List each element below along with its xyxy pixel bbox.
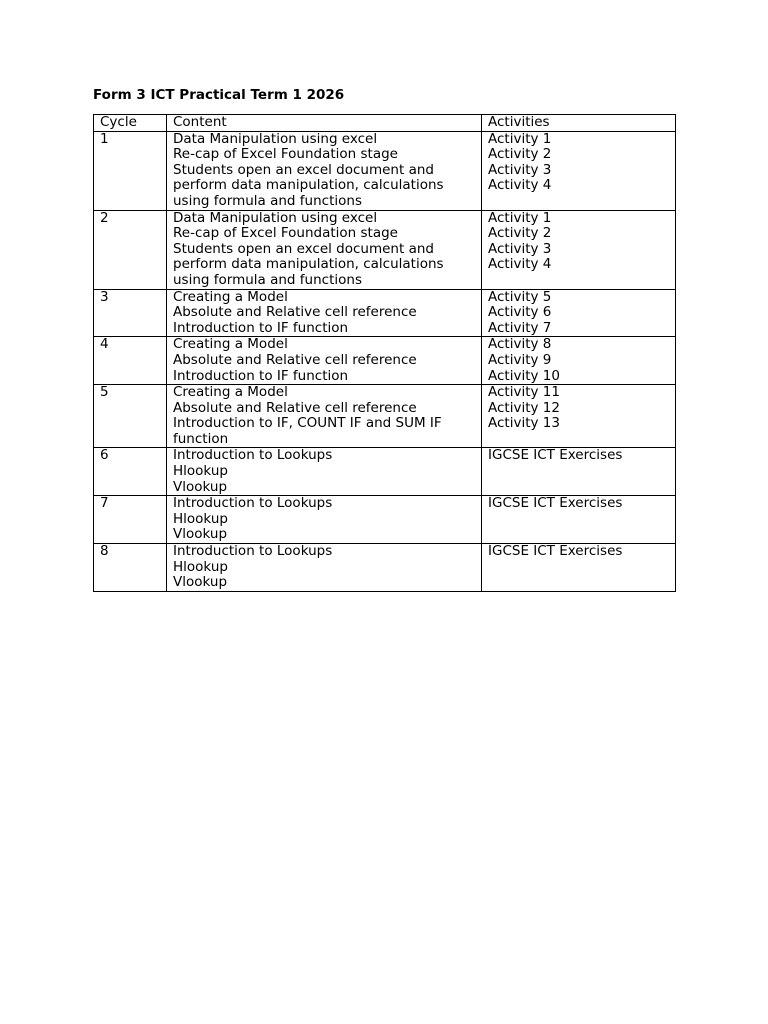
content-line: Introduction to Lookups [173,495,333,512]
content-line: using formula and functions [173,271,362,288]
content-line: perform data manipulation, calculations [173,256,444,273]
content-line: Hlookup [173,510,228,527]
header-activities: Activities [482,115,676,132]
table-row [94,131,676,210]
content-line: Creating a Model [173,336,288,353]
activities-cell [482,131,676,210]
activity-line: Activity 3 [488,161,552,178]
content-line: Data Manipulation using excel [173,131,378,147]
content-line: Absolute and Relative cell reference [173,351,417,368]
content-line: Creating a Model [173,289,288,305]
content-cell [167,131,482,210]
content-cell [167,448,482,496]
activities-cell [482,544,676,592]
content-line: Re-cap of Excel Foundation stage [173,146,398,163]
content-line: Vlookup [173,574,228,591]
cycle-cell: 3 [94,289,167,337]
activities-cell [482,210,676,289]
cycle-cell: 1 [94,131,167,210]
content-cell [167,496,482,544]
content-line: Students open an excel document and [173,161,434,178]
table-body [94,131,676,591]
cycle-cell: 2 [94,210,167,289]
activity-line: Activity 4 [488,256,552,273]
cycle-cell: 6 [94,448,167,496]
activity-line: Activity 1 [488,210,552,226]
activity-line: IGCSE ICT Exercises [488,495,623,512]
table-header-row [94,115,676,132]
activities-cell [482,289,676,337]
cycle-cell: 5 [94,385,167,448]
activity-line: Activity 7 [488,319,552,336]
content-line: Re-cap of Excel Foundation stage [173,225,398,242]
content-line: Creating a Model [173,384,288,401]
content-line: function [173,430,229,447]
activities-cell [482,337,676,385]
content-line: Vlookup [173,526,228,543]
table-row [94,385,676,448]
content-cell [167,210,482,289]
activity-line: Activity 13 [488,415,560,432]
activities-cell [482,496,676,544]
activity-line: Activity 5 [488,289,552,305]
content-line: Data Manipulation using excel [173,210,378,226]
content-line: perform data manipulation, calculations [173,177,444,194]
content-line: Introduction to Lookups [173,543,333,560]
content-line: Absolute and Relative cell reference [173,399,417,416]
content-cell [167,544,482,592]
table-row [94,544,676,592]
activity-line: Activity 11 [488,384,560,401]
activity-line: IGCSE ICT Exercises [488,543,623,560]
content-cell [167,385,482,448]
activity-line: Activity 12 [488,399,560,416]
cycle-cell: 8 [94,544,167,592]
header-cycle: Cycle [94,115,167,132]
schedule-table [93,114,676,592]
cycle-cell: 7 [94,496,167,544]
table-row [94,448,676,496]
header-content: Content [167,115,482,132]
table-row [94,496,676,544]
activity-line: Activity 1 [488,131,552,147]
activity-line: Activity 10 [488,367,560,384]
cycle-cell: 4 [94,337,167,385]
activity-line: Activity 4 [488,177,552,194]
activity-line: IGCSE ICT Exercises [488,447,623,464]
content-line: Students open an excel document and [173,240,434,257]
content-line: Introduction to Lookups [173,447,333,464]
content-line: Introduction to IF function [173,367,349,384]
activity-line: Activity 6 [488,304,552,321]
content-line: Hlookup [173,558,228,575]
content-cell [167,289,482,337]
activity-line: Activity 2 [488,146,552,163]
activities-cell [482,448,676,496]
activity-line: Activity 9 [488,351,552,368]
content-line: Hlookup [173,463,228,480]
activity-line: Activity 3 [488,240,552,257]
content-line: Vlookup [173,478,228,495]
content-line: Introduction to IF function [173,319,349,336]
document-title: Form 3 ICT Practical Term 1 2026 [93,87,345,103]
content-line: using formula and functions [173,192,362,209]
content-line: Absolute and Relative cell reference [173,304,417,321]
table-row [94,289,676,337]
activities-cell [482,385,676,448]
table-row [94,337,676,385]
content-line: Introduction to IF, COUNT IF and SUM IF [173,415,442,432]
activity-line: Activity 8 [488,336,552,353]
activity-line: Activity 2 [488,225,552,242]
table-row [94,210,676,289]
content-cell [167,337,482,385]
